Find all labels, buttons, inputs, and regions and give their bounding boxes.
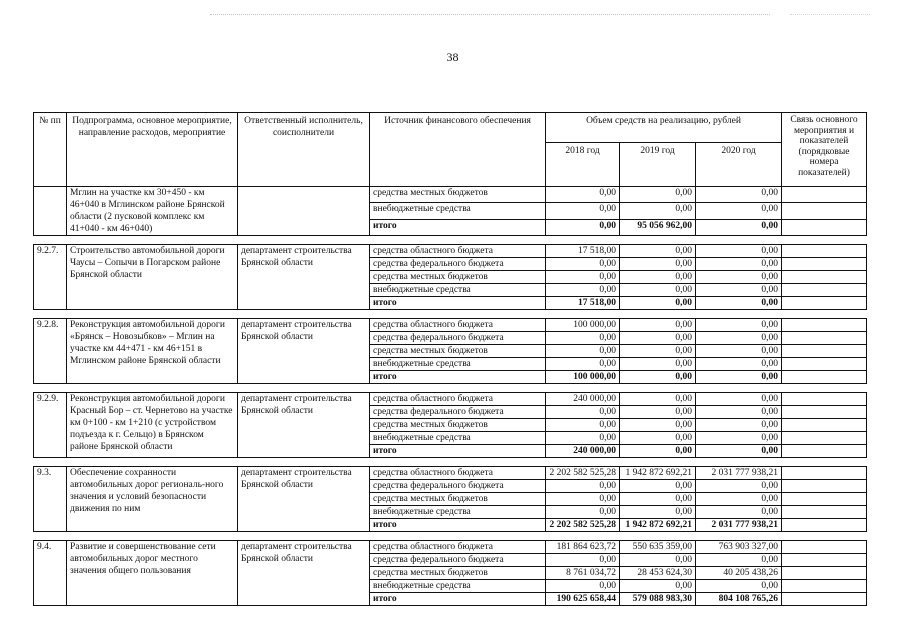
header-responsible: Ответственный исполнитель, соисполнители [238,113,370,187]
indicator-link [782,258,867,271]
amount-2020: 0,00 [696,393,782,406]
amount-2020: 0,00 [696,319,782,332]
indicator-link [782,480,867,493]
funding-source: средства областного бюджета [370,467,546,480]
amount-2018: 0,00 [546,432,620,445]
funding-source: средства областного бюджета [370,245,546,258]
amount-2020: 0,00 [696,371,782,384]
amount-2019: 1 942 872 692,21 [620,519,696,532]
total-label: итого [370,219,546,235]
amount-2020: 40 205 438,26 [696,567,782,580]
header-volume: Объем средств на реализацию, рублей [546,113,782,143]
amount-2020: 0,00 [696,419,782,432]
amount-2018: 190 625 658,44 [546,593,620,606]
amount-2018: 0,00 [546,332,620,345]
amount-2018: 240 000,00 [546,445,620,458]
total-label: итого [370,519,546,532]
funding-source: средства федерального бюджета [370,406,546,419]
scan-artifact-line [210,14,770,15]
indicator-link [782,541,867,554]
amount-2019: 95 056 962,00 [620,219,696,235]
indicator-link [782,393,867,406]
funding-source: внебюджетные средства [370,506,546,519]
amount-2019: 0,00 [620,480,696,493]
amount-2019: 0,00 [620,297,696,310]
row-number: 9.2.9. [34,393,67,458]
spacer-cell [34,532,867,541]
amount-2020: 0,00 [696,271,782,284]
header-source: Источник финансового обеспечения [370,113,546,187]
amount-2018: 0,00 [546,419,620,432]
amount-2020: 0,00 [696,493,782,506]
amount-2018: 0,00 [546,219,620,235]
total-label: итого [370,297,546,310]
block-spacer [34,384,867,393]
amount-2018: 0,00 [546,345,620,358]
amount-2019: 0,00 [620,345,696,358]
indicator-link [782,506,867,519]
funding-source: средства местных бюджетов [370,187,546,203]
program-name: Реконструкция автомобильной дороги «Брянск – Новозыбков» – Мглин на участке км 44+471 - км 46+151 в Мглинском районе Брянской области [67,319,238,384]
amount-2019: 0,00 [620,406,696,419]
amount-2020: 0,00 [696,219,782,235]
amount-2020: 0,00 [696,258,782,271]
indicator-link [782,432,867,445]
amount-2018: 0,00 [546,284,620,297]
amount-2018: 0,00 [546,406,620,419]
block-spacer [34,236,867,245]
page-number: 38 [446,50,459,64]
spacer-cell [34,384,867,393]
program-name: Реконструкция автомобильной дороги Красный Бор – ст. Чернетово на участке км 0+100 - км 1+210 (с устройством подъезда к г. Сельцо) в Брянском районе Брянской области [67,393,238,458]
amount-2020: 763 903 327,00 [696,541,782,554]
table-header [34,113,867,187]
program-name: Развитие и совершенствование сети автомобильных дорог местного значения общего пользования [67,541,238,606]
amount-2019: 0,00 [620,187,696,203]
table-row [34,187,867,203]
program-name: Обеспечение сохранности автомобильных дорог региональ-ного значения и условий безопасности движения по ним [67,467,238,532]
amount-2018: 2 202 582 525,28 [546,519,620,532]
amount-2019: 550 635 359,00 [620,541,696,554]
program-name: Строительство автомобильной дороги Чаусы – Сопычи в Погарском районе Брянской области [67,245,238,310]
indicator-link [782,406,867,419]
amount-2018: 2 202 582 525,28 [546,467,620,480]
header-year-2019: 2019 год [620,143,696,187]
funding-source: внебюджетные средства [370,432,546,445]
amount-2019: 0,00 [620,419,696,432]
amount-2019: 0,00 [620,203,696,219]
table-row [34,319,867,332]
amount-2020: 0,00 [696,297,782,310]
responsible-executor: департамент строительства Брянской области [238,319,370,384]
funding-source: внебюджетные средства [370,203,546,219]
table-row [34,541,867,554]
funding-source: средства областного бюджета [370,541,546,554]
funding-source: средства федерального бюджета [370,480,546,493]
indicator-link [782,567,867,580]
funding-source: средства местных бюджетов [370,345,546,358]
row-number [34,187,67,236]
indicator-link [782,580,867,593]
table-body [34,187,867,606]
amount-2018: 17 518,00 [546,297,620,310]
amount-2018: 0,00 [546,506,620,519]
block-spacer [34,532,867,541]
total-label: итого [370,593,546,606]
funding-source: средства федерального бюджета [370,332,546,345]
total-label: итого [370,445,546,458]
table-row [34,245,867,258]
amount-2018: 0,00 [546,480,620,493]
indicator-link [782,358,867,371]
scan-artifact-line [790,14,870,15]
amount-2019: 0,00 [620,319,696,332]
row-number: 9.3. [34,467,67,532]
funding-source: средства областного бюджета [370,393,546,406]
amount-2019: 0,00 [620,332,696,345]
indicator-link [782,203,867,219]
budget-table [33,112,867,606]
table-row [34,393,867,406]
funding-source: средства федерального бюджета [370,554,546,567]
amount-2019: 0,00 [620,245,696,258]
funding-source: средства местных бюджетов [370,419,546,432]
amount-2020: 0,00 [696,203,782,219]
indicator-link [782,445,867,458]
amount-2018: 0,00 [546,358,620,371]
funding-source: внебюджетные средства [370,284,546,297]
funding-source: средства местных бюджетов [370,493,546,506]
amount-2018: 240 000,00 [546,393,620,406]
indicator-link [782,467,867,480]
amount-2020: 0,00 [696,245,782,258]
responsible-executor: департамент строительства Брянской области [238,467,370,532]
amount-2019: 0,00 [620,371,696,384]
responsible-executor [238,187,370,236]
amount-2018: 100 000,00 [546,371,620,384]
amount-2019: 0,00 [620,258,696,271]
indicator-link [782,319,867,332]
amount-2019: 28 453 624,30 [620,567,696,580]
amount-2019: 0,00 [620,580,696,593]
amount-2019: 0,00 [620,445,696,458]
indicator-link [782,271,867,284]
amount-2019: 579 088 983,30 [620,593,696,606]
amount-2019: 0,00 [620,554,696,567]
total-label: итого [370,371,546,384]
amount-2020: 804 108 765,26 [696,593,782,606]
row-number: 9.2.7. [34,245,67,310]
amount-2018: 0,00 [546,203,620,219]
indicator-link [782,419,867,432]
amount-2020: 2 031 777 938,21 [696,467,782,480]
amount-2020: 0,00 [696,284,782,297]
amount-2018: 0,00 [546,258,620,271]
indicator-link [782,297,867,310]
spacer-cell [34,310,867,319]
block-spacer [34,310,867,319]
amount-2020: 0,00 [696,187,782,203]
responsible-executor: департамент строительства Брянской области [238,541,370,606]
table-row [34,467,867,480]
indicator-link [782,219,867,235]
spacer-cell [34,458,867,467]
amount-2018: 0,00 [546,271,620,284]
amount-2018: 100 000,00 [546,319,620,332]
responsible-executor: департамент строительства Брянской области [238,393,370,458]
amount-2020: 0,00 [696,332,782,345]
indicator-link [782,332,867,345]
amount-2020: 0,00 [696,506,782,519]
amount-2019: 0,00 [620,506,696,519]
indicator-link [782,519,867,532]
amount-2019: 0,00 [620,358,696,371]
funding-source: средства областного бюджета [370,319,546,332]
amount-2018: 0,00 [546,554,620,567]
amount-2020: 0,00 [696,406,782,419]
amount-2020: 0,00 [696,345,782,358]
amount-2019: 0,00 [620,271,696,284]
indicator-link [782,284,867,297]
amount-2018: 0,00 [546,187,620,203]
amount-2018: 8 761 034,72 [546,567,620,580]
funding-source: средства местных бюджетов [370,271,546,284]
row-number: 9.4. [34,541,67,606]
amount-2018: 17 518,00 [546,245,620,258]
funding-source: внебюджетные средства [370,580,546,593]
header-year-2018: 2018 год [546,143,620,187]
amount-2020: 0,00 [696,432,782,445]
amount-2019: 0,00 [620,284,696,297]
amount-2020: 0,00 [696,445,782,458]
amount-2019: 0,00 [620,493,696,506]
indicator-link [782,245,867,258]
amount-2019: 0,00 [620,432,696,445]
amount-2020: 0,00 [696,580,782,593]
header-no: № пп [34,113,67,187]
amount-2019: 1 942 872 692,21 [620,467,696,480]
amount-2020: 2 031 777 938,21 [696,519,782,532]
amount-2020: 0,00 [696,554,782,567]
funding-source: средства местных бюджетов [370,567,546,580]
funding-source: средства федерального бюджета [370,258,546,271]
responsible-executor: департамент строительства Брянской области [238,245,370,310]
amount-2020: 0,00 [696,358,782,371]
indicator-link [782,554,867,567]
amount-2018: 181 864 623,72 [546,541,620,554]
header-year-2020: 2020 год [696,143,782,187]
indicator-link [782,593,867,606]
program-name: Мглин на участке км 30+450 - км 46+040 в Мглинском районе Брянской области (2 пусковой комплекс км 41+040 - км 46+040) [67,187,238,236]
amount-2020: 0,00 [696,480,782,493]
amount-2019: 0,00 [620,393,696,406]
block-spacer [34,458,867,467]
indicator-link [782,345,867,358]
indicator-link [782,187,867,203]
funding-source: внебюджетные средства [370,358,546,371]
header-link: Связь основного мероприятия и показателей (порядковые номера показателей) [782,113,867,187]
row-number: 9.2.8. [34,319,67,384]
amount-2018: 0,00 [546,580,620,593]
indicator-link [782,493,867,506]
indicator-link [782,371,867,384]
header-program: Подпрограмма, основное мероприятие, направление расходов, мероприятие [67,113,238,187]
amount-2018: 0,00 [546,493,620,506]
spacer-cell [34,236,867,245]
